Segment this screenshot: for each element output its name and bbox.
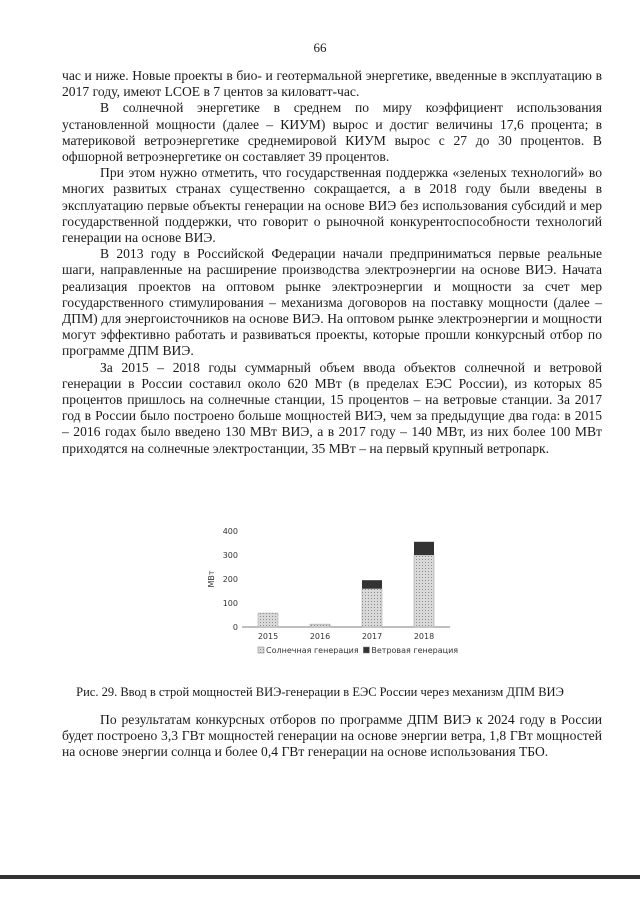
page-number: 66 (313, 40, 327, 55)
body-text (62, 68, 602, 457)
y-tick-label: 400 (222, 527, 238, 536)
bar-solar-2016 (310, 624, 330, 627)
bottom-rule (0, 875, 640, 879)
final-text (62, 712, 602, 761)
chart-svg (200, 520, 460, 660)
bar-solar-2018 (414, 555, 434, 627)
legend-label-solar: Солнечная генерация (266, 646, 359, 655)
figure-caption: Рис. 29. Ввод в строй мощностей ВИЭ-генерации в ЕЭС России через механизм ДПМ ВИЭ (76, 685, 564, 699)
x-tick-label: 2018 (413, 632, 435, 641)
bar-wind-2017 (362, 580, 382, 588)
paragraph-3: При этом нужно отметить, что государственная поддержка «зеленых технологий» во многих развитых странах существенно сокращается, а в 2018 году были введены в эксплуатацию первые объекты генерации на основе ВИЭ без использования субсидий и мер государственной поддержки, что говорит о рыночной конкурентоспособности технологий генерации на основе ВИЭ. (62, 165, 602, 246)
paragraph-1: час и ниже. Новые проекты в био- и геотермальной энергетике, введенные в эксплуатацию в 2017 году, имеют LCOE в 7 центов за киловатт-час. (62, 68, 602, 100)
x-tick-label: 2017 (361, 632, 383, 641)
legend-swatch-solar (258, 647, 264, 653)
y-tick-label: 200 (222, 575, 238, 584)
bar-solar-2015 (258, 613, 278, 627)
y-tick-label: 0 (232, 623, 238, 632)
legend-swatch-wind (363, 647, 369, 653)
legend-label-wind: Ветровая генерация (371, 646, 459, 655)
x-tick-label: 2015 (257, 632, 279, 641)
paragraph-2: В солнечной энергетике в среднем по миру коэффициент использования установленной мощности (далее – КИУМ) вырос и достиг величины 17,6 процента; в материковой ветроэнергетике среднемировой КИУМ вырос с 27 до 30 процентов. В офшорной ветроэнергетике он составляет 39 процентов. (62, 100, 602, 165)
x-tick-label: 2016 (309, 632, 331, 641)
bar-chart (200, 520, 460, 660)
y-axis-label: МВт (207, 570, 216, 588)
paragraph-final: По результатам конкурсных отборов по программе ДПМ ВИЭ к 2024 году в России будет построено 3,3 ГВт мощностей генерации на основе энергии ветра, 1,8 ГВт мощностей на основе энергии солнца и более 0,4 ГВт генерации на основе использования ТБО. (62, 712, 602, 760)
y-tick-label: 100 (222, 599, 238, 608)
bar-solar-2017 (362, 589, 382, 627)
bar-wind-2018 (414, 542, 434, 555)
paragraph-5: За 2015 – 2018 годы суммарный объем ввода объектов солнечной и ветровой генерации в России составил около 620 МВт (в пределах ЕЭС России), из которых 85 процентов пришлось на солнечные станции, 15 процентов – на ветровые станции. За 2017 год в России было построено больше мощностей ВИЭ, чем за предыдущие два года: в 2015 – 2016 годах было введено 130 МВт ВИЭ, а в 2017 году – 140 МВт, из них более 100 МВт приходятся на солнечные электростанции, 35 МВт – на первый крупный ветропарк. (62, 359, 602, 456)
y-tick-label: 300 (222, 551, 238, 560)
paragraph-4: В 2013 году в Российской Федерации начали предприниматься первые реальные шаги, направленные на расширение производства электроэнергии на основе ВИЭ. Начата реализация проектов на оптовом рынке электроэнергии и мощности за счет мер государственного стимулирования – механизма договоров на поставку мощности (далее – ДПМ) для энергоисточников на основе ВИЭ. На оптовом рынке электроэнергии и мощности могут эффективно работать и развиваться проекты, которые прошли конкурсный отбор по программе ДПМ ВИЭ. (62, 246, 602, 359)
